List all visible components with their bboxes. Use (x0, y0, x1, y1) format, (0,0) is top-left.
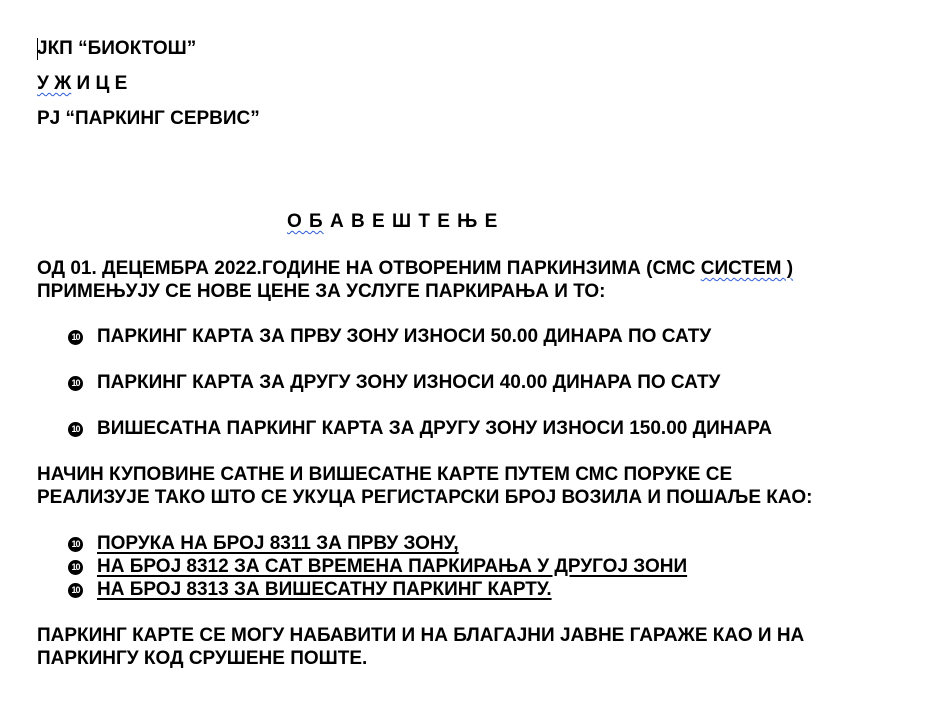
footer-line-2: ПАРКИНГУ КОД СРУШЕНЕ ПОШТЕ. (37, 648, 368, 669)
notice-title (287, 211, 498, 233)
sms-item-text: НА БРОЈ 8313 ЗА ВИШЕСАТНУ ПАРКИНГ КАРТУ. (97, 579, 552, 600)
notice-title-rest: А В Е Ш Т Е Њ Е (323, 211, 499, 232)
sms-item (68, 579, 552, 601)
unit-name: РЈ “ПАРКИНГ СЕРВИС” (37, 108, 260, 129)
sms-item-text: НА БРОЈ 8312 ЗА САТ ВРЕМЕНА ПАРКИРАЊА У ДРУГОЈ ЗОНИ (97, 556, 688, 577)
sms-item-text: ПОРУКА НА БРОЈ 8311 ЗА ПРВУ ЗОНУ, (97, 533, 459, 554)
purchase-line-1: НАЧИН КУПОВИНЕ САТНЕ И ВИШЕСАТНЕ КАРТЕ ПУТЕМ СМС ПОРУКЕ СЕ (37, 464, 733, 485)
intro-text: ОД 01. ДЕЦЕМБРА 2022.ГОДИНЕ НА ОТВОРЕНИМ ПАРКИНЗИМА (СМС (37, 258, 701, 279)
spellcheck-word[interactable]: СИСТЕМ ) (700, 258, 794, 279)
price-item-text: ПАРКИНГ КАРТА ЗА ПРВУ ЗОНУ ИЗНОСИ 50.00 ДИНАРА ПО САТУ (97, 326, 712, 347)
city-name-rest: И Ц Е (71, 73, 128, 94)
intro-line-2: ПРИМЕЊУЈУ СЕ НОВЕ ЦЕНЕ ЗА УСЛУГЕ ПАРКИРАЊА И ТО: (37, 281, 606, 302)
sms-item (68, 556, 687, 578)
organization-name: ЈКП “БИОКТОШ” (37, 38, 197, 59)
bullet-icon: 10 (68, 422, 83, 437)
price-item-text: ПАРКИНГ КАРТА ЗА ДРУГУ ЗОНУ ИЗНОСИ 40.00 ДИНАРА ПО САТУ (97, 372, 721, 393)
bullet-icon: 10 (68, 330, 83, 345)
price-item (68, 372, 720, 394)
spellcheck-word[interactable]: О Б (287, 211, 324, 232)
intro-line-1 (37, 258, 793, 280)
bullet-icon: 10 (68, 537, 83, 552)
city-name (37, 73, 127, 95)
price-item-text: ВИШЕСАТНА ПАРКИНГ КАРТА ЗА ДРУГУ ЗОНУ ИЗНОСИ 150.00 ДИНАРА (97, 418, 772, 439)
bullet-icon: 10 (68, 583, 83, 598)
purchase-line-2: РЕАЛИЗУЈЕ ТАКО ШТО СЕ УКУЦА РЕГИСТАРСКИ БРОЈ ВОЗИЛА И ПОШАЉЕ КАО: (37, 487, 813, 508)
price-item (68, 326, 711, 348)
footer-line-1: ПАРКИНГ КАРТЕ СЕ МОГУ НАБАВИТИ И НА БЛАГАЈНИ ЈАВНЕ ГАРАЖЕ КАО И НА (37, 625, 805, 646)
price-item (68, 418, 772, 440)
spellcheck-word[interactable]: У Ж (37, 73, 72, 94)
sms-item (68, 533, 459, 555)
bullet-icon: 10 (68, 376, 83, 391)
bullet-icon: 10 (68, 560, 83, 575)
